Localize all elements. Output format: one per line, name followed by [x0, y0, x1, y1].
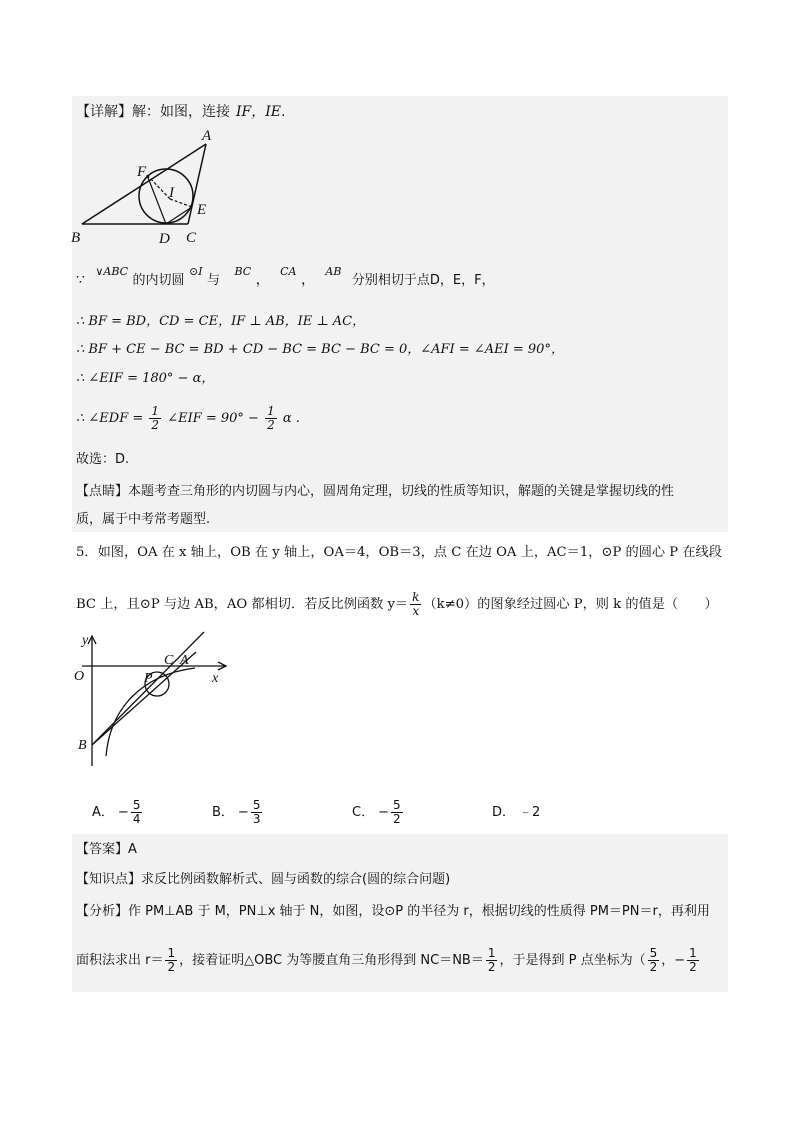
k-over-x-fraction	[410, 591, 421, 618]
frac-num: 1	[151, 404, 160, 418]
option-letter: B．	[212, 805, 234, 820]
circle-i: ⊙I	[189, 265, 203, 278]
label-e: E	[197, 202, 207, 218]
label-i: I	[169, 185, 174, 201]
label-o: O	[74, 669, 85, 684]
frac-den: 2	[167, 960, 176, 974]
analysis-line-2	[76, 944, 701, 978]
tangent-points-text: 分别相切于点D，E，F，	[351, 273, 495, 288]
line-ab	[92, 632, 204, 745]
label-a: A	[202, 128, 212, 144]
segment-df	[147, 175, 166, 224]
comment-line-2: 质，属于中考常考题型.	[76, 512, 211, 527]
half-fraction-1	[149, 405, 161, 432]
frac-den: 3	[252, 812, 261, 826]
label-b-point: B	[78, 738, 87, 753]
frac-den: x	[412, 604, 420, 618]
with-text: 与	[207, 273, 221, 288]
incircle	[139, 169, 193, 223]
frac-den: 2	[267, 418, 275, 432]
comma-2: ，	[300, 272, 315, 288]
side-ca-text: CA	[280, 265, 297, 278]
frac-num: k	[412, 590, 420, 604]
edf-expr: ∴ ∠EDF =	[76, 411, 144, 426]
frac-den: 2	[689, 960, 697, 974]
label-a-point: A	[180, 653, 189, 668]
frac-den: 2	[151, 418, 160, 432]
option-fraction	[131, 799, 143, 826]
option-a[interactable]	[92, 795, 144, 831]
detail-line-3: ∴ BF + CE − BC = BD + CD − BC = BC − BC = 0，∠AFI = ∠AEI = 90°，	[76, 342, 564, 357]
option-b[interactable]	[212, 795, 264, 831]
axis-label-y: y	[82, 633, 89, 648]
coordinate-figure	[70, 630, 240, 770]
comment-line-1: 【点睛】本题考查三角形的内切圆与内心，圆周角定理，切线的性质等知识，解题的关键是掌握切线的性	[76, 484, 675, 499]
option-sign: −	[237, 805, 249, 820]
incircle-triangle-figure	[70, 124, 230, 252]
comma-1: ，	[255, 272, 270, 288]
label-f: F	[137, 164, 147, 180]
label-c: C	[186, 230, 197, 246]
option-value: ﹣2	[519, 805, 541, 820]
since-symbol: ∵	[76, 272, 85, 288]
detail-intro: 解：如图，连接	[132, 104, 230, 120]
analysis-line-1: 【分析】作 PM⊥AB 于 M，PN⊥x 轴于 N，如图，设⊙P 的半径为 r，根据切线的性质得 PM＝PN＝r，再利用	[76, 904, 710, 919]
detail-connect: IF，IE	[236, 104, 281, 120]
side-ab-text: AB	[325, 265, 342, 278]
r-fraction	[165, 947, 177, 974]
option-letter: D．	[492, 805, 516, 820]
alpha-expr: α .	[282, 411, 300, 426]
frac-num: 5	[252, 798, 261, 812]
analysis-2-part-d: ，−	[661, 953, 686, 968]
triangle-abc: ∨ABC	[95, 265, 129, 278]
option-letter: C．	[352, 805, 375, 820]
label-c-point: C	[164, 653, 174, 668]
label-b: B	[71, 230, 81, 246]
option-c[interactable]	[352, 795, 405, 831]
frac-num: 1	[487, 946, 496, 960]
detail-line-5	[76, 404, 300, 434]
half-fraction-2	[265, 405, 277, 432]
axis-label-x: x	[212, 671, 219, 686]
py-fraction	[687, 947, 699, 974]
q5-line-2	[76, 588, 718, 622]
q5-line-2-start: BC 上，且⊙P 与边 AB，AO 都相切．若反比例函数 y＝	[76, 597, 409, 612]
detail-line-2: ∴ BF = BD，CD = CE，IF ⊥ AB，IE ⊥ AC，	[76, 314, 366, 329]
analysis-2-part-a: 面积法求出 r＝	[76, 953, 164, 968]
frac-num: 5	[392, 798, 401, 812]
analysis-2-part-c: ，于是得到 P 点坐标为（	[499, 953, 646, 968]
answer-line: 【答案】A	[76, 842, 137, 857]
segment-if	[147, 175, 170, 199]
option-sign: −	[117, 805, 129, 820]
analysis-2-part-b: ，接着证明△OBC 为等腰直角三角形得到 NC＝NB＝	[179, 953, 484, 968]
label-p-point: P	[144, 671, 153, 686]
frac-num: 1	[267, 404, 275, 418]
knowledge-line: 【知识点】求反比例函数解析式、圆与函数的综合(圆的综合问题)	[76, 872, 451, 887]
eif-expr: ∠EIF = 90° −	[167, 411, 259, 426]
label-d: D	[159, 231, 170, 247]
q5-line-1: 5．如图，OA 在 x 轴上，OB 在 y 轴上，OA＝4，OB＝3，点 C 在边 OA 上，AC＝1，⊙P 的圆心 P 在线段	[76, 545, 722, 560]
nb-fraction	[486, 947, 498, 974]
side-bc-text: BC	[234, 265, 252, 278]
incircle-text: 的内切圆	[132, 273, 185, 288]
option-d[interactable]	[492, 795, 540, 831]
frac-den: 2	[649, 960, 658, 974]
detail-line-1	[76, 265, 495, 291]
frac-den: 4	[132, 812, 141, 826]
detail-label: 【详解】	[76, 104, 132, 120]
frac-num: 5	[132, 798, 141, 812]
option-fraction	[251, 799, 263, 826]
option-fraction	[391, 799, 403, 826]
frac-den: 2	[392, 812, 401, 826]
frac-num: 5	[649, 946, 658, 960]
detail-heading	[76, 102, 285, 122]
frac-num: 1	[167, 946, 176, 960]
option-sign: −	[378, 805, 389, 820]
detail-end: .	[281, 104, 286, 120]
choice-line: 故选：D.	[76, 452, 130, 467]
px-fraction	[648, 947, 660, 974]
option-letter: A．	[92, 805, 114, 820]
q5-line-2-end: （k≠0）的图象经过圆心 P，则 k 的值是（ ）	[423, 597, 718, 612]
frac-den: 2	[487, 960, 496, 974]
frac-num: 1	[689, 946, 697, 960]
detail-line-4: ∴ ∠EIF = 180° − α，	[76, 371, 215, 386]
